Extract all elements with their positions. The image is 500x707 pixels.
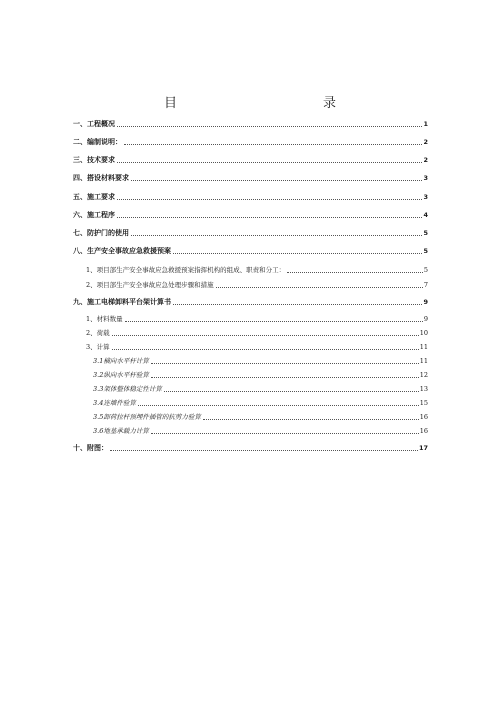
toc-entry-5[interactable]: [73, 192, 428, 202]
dot-leader: [117, 216, 422, 218]
toc-entry-label: 2、荷载: [86, 329, 110, 337]
dot-leader: [164, 390, 419, 392]
toc-entry-label: 九、施工电梯卸料平台架计算书: [73, 298, 171, 306]
toc-entry-8-2[interactable]: [73, 280, 428, 290]
dot-leader: [112, 348, 419, 350]
toc-entry-10[interactable]: [73, 443, 428, 453]
toc-entry-label: 1、材料数量: [86, 315, 123, 323]
toc-entry-6[interactable]: [73, 210, 428, 220]
toc-title: 目 录: [163, 96, 376, 111]
toc-entry-page: 13: [419, 385, 428, 393]
toc-entry-2[interactable]: [73, 137, 428, 147]
toc-entry-page: 16: [419, 413, 428, 421]
toc-entry-label: 八、生产安全事故应急救援预案: [73, 247, 171, 255]
toc-entry-page: 9: [423, 298, 428, 306]
toc-entry-page: 4: [423, 211, 428, 219]
toc-entry-label: 十、附图：: [73, 444, 108, 452]
toc-entry-page: 3: [423, 174, 428, 182]
toc-entry-label: 六、施工程序: [73, 211, 115, 219]
toc-entry-label: 3.4连墙件验算: [93, 399, 136, 407]
toc-entry-3[interactable]: [73, 155, 428, 165]
toc-entry-9-3-4[interactable]: [73, 398, 428, 408]
toc-entry-label: 3.2纵向水平杆验算: [93, 371, 149, 379]
dot-leader: [117, 161, 422, 163]
toc-entry-page: 1: [423, 120, 428, 128]
toc-entry-page: 5: [423, 266, 428, 274]
toc-entry-label: 七、防护门的使用: [73, 229, 129, 237]
toc-entry-page: 2: [423, 138, 428, 146]
dot-leader: [110, 449, 418, 451]
toc-entry-page: 5: [423, 229, 428, 237]
dot-leader: [117, 125, 422, 127]
dot-leader: [125, 320, 423, 322]
toc-entry-label: 3.6地基承载力计算: [93, 427, 149, 435]
dot-leader: [138, 404, 419, 406]
toc-entry-9-3-2[interactable]: [73, 370, 428, 380]
dot-leader: [287, 271, 423, 273]
toc-entry-page: 17: [418, 444, 428, 452]
dot-leader: [131, 179, 422, 181]
toc-entry-9[interactable]: [73, 297, 428, 307]
dot-leader: [131, 234, 422, 236]
dot-leader: [151, 432, 419, 434]
toc-entry-page: 9: [423, 315, 428, 323]
dot-leader: [151, 376, 419, 378]
toc-entry-9-3-1[interactable]: [73, 356, 428, 366]
toc-entry-label: 四、搭设材料要求: [73, 174, 129, 182]
toc-entry-8-1[interactable]: [73, 265, 428, 275]
toc-entry-label: 二、编制说明：: [73, 138, 122, 146]
toc-entry-9-3[interactable]: [73, 342, 428, 352]
toc-entry-page: 3: [423, 193, 428, 201]
dot-leader: [112, 334, 419, 336]
toc-entry-page: 12: [419, 371, 428, 379]
toc-entry-page: 16: [419, 427, 428, 435]
toc-entry-label: 五、施工要求: [73, 193, 115, 201]
toc-entry-label: 1、项目部生产安全事故应急救援预案指挥机构的组成、职责和分工：: [86, 266, 286, 274]
dot-leader: [173, 252, 422, 254]
toc-entry-page: 15: [419, 399, 428, 407]
toc-entry-label: 3.1横向水平杆计算: [93, 357, 149, 365]
toc-entry-4[interactable]: [73, 173, 428, 183]
toc-entry-9-2[interactable]: [73, 328, 428, 338]
toc-entry-8[interactable]: [73, 246, 428, 256]
toc-entry-9-1[interactable]: [73, 314, 428, 324]
dot-leader: [173, 303, 422, 305]
toc-entry-9-3-3[interactable]: [73, 384, 428, 394]
toc-entry-label: 3.3架体整体稳定性计算: [93, 385, 162, 393]
dot-leader: [124, 143, 422, 145]
toc-entry-label: 3.5卸荷拉杆预埋件插管的抗剪力验算: [93, 413, 201, 421]
toc-entry-page: 7: [423, 281, 428, 289]
toc-entry-page: 11: [419, 357, 428, 365]
toc-entry-page: 2: [423, 156, 428, 164]
dot-leader: [151, 362, 419, 364]
toc-entry-page: 11: [419, 343, 428, 351]
toc-entry-9-3-5[interactable]: [73, 412, 428, 422]
toc-entry-label: 3、计算: [86, 343, 110, 351]
dot-leader: [216, 286, 423, 288]
toc-entry-7[interactable]: [73, 228, 428, 238]
dot-leader: [117, 198, 422, 200]
toc-entry-page: 10: [419, 329, 428, 337]
dot-leader: [203, 418, 419, 420]
toc-entry-page: 5: [423, 247, 428, 255]
toc-entry-label: 三、技术要求: [73, 156, 115, 164]
toc-entry-label: 2、项目部生产安全事故应急处理步骤和措施: [86, 281, 214, 289]
toc-entry-1[interactable]: [73, 119, 428, 129]
toc-entry-label: 一、工程概况: [73, 120, 115, 128]
toc-entry-9-3-6[interactable]: [73, 426, 428, 436]
